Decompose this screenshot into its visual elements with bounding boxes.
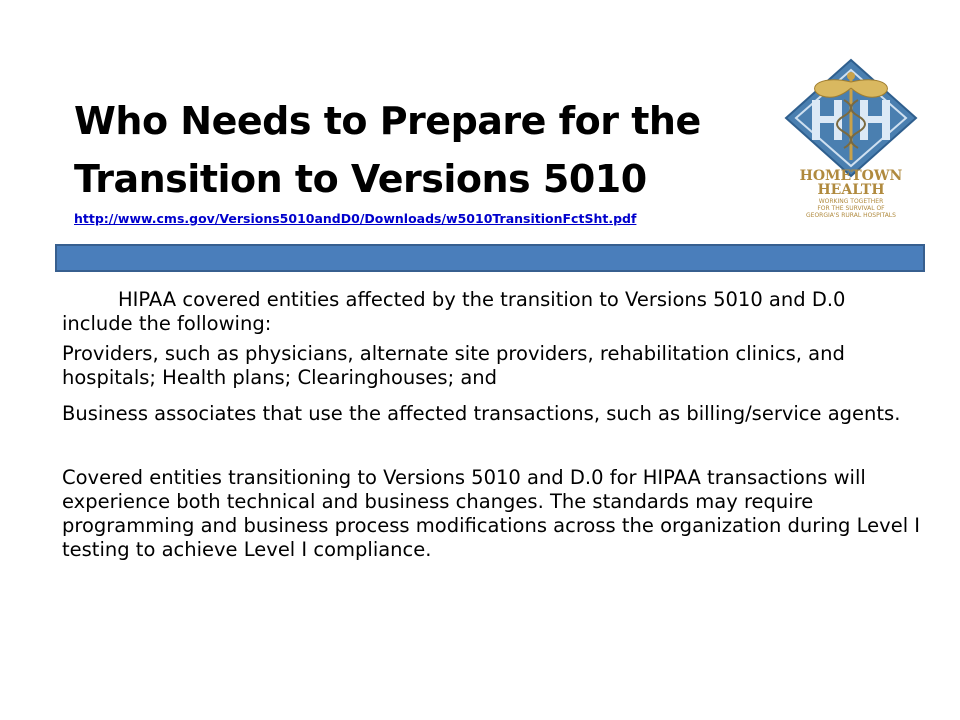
logo-tagline-line2: FOR THE SURVIVAL OF [817, 205, 885, 212]
accent-bar [55, 244, 925, 272]
slide-body [62, 288, 922, 574]
logo-tagline-line1: WORKING TOGETHER [818, 198, 884, 205]
hometown-health-logo-icon [776, 56, 926, 218]
paragraph-providers: Providers, such as physicians, alternate site providers, rehabilitation clinics, and hospitals; Health plans; Clearinghouses; and [62, 342, 845, 389]
source-link[interactable]: http://www.cms.gov/Versions5010andD0/Downloads/w5010TransitionFctSht.pdf [74, 211, 637, 226]
paragraph-business-associates: Business associates that use the affected transactions, such as billing/service agents. [62, 402, 901, 425]
title-line-2: Transition to Versions 5010 [74, 157, 647, 201]
title-block [74, 92, 754, 228]
logo-tagline-line3: GEORGIA'S RURAL HOSPITALS [806, 212, 896, 218]
logo-name-line1: HOMETOWN [799, 168, 903, 184]
paragraph-changes: Covered entities transitioning to Versions 5010 and D.0 for HIPAA transactions will experience both technical and business changes. The standards may require programming and business process modifications across the organization during Level I testing to achieve Level I compliance. [62, 466, 921, 561]
title-line-1: Who Needs to Prepare for the [74, 99, 701, 143]
paragraph-intro: HIPAA covered entities affected by the transition to Versions 5010 and D.0 include the following: [62, 288, 846, 335]
slide-title [74, 92, 754, 208]
logo-name-line2: HEALTH [817, 182, 885, 198]
